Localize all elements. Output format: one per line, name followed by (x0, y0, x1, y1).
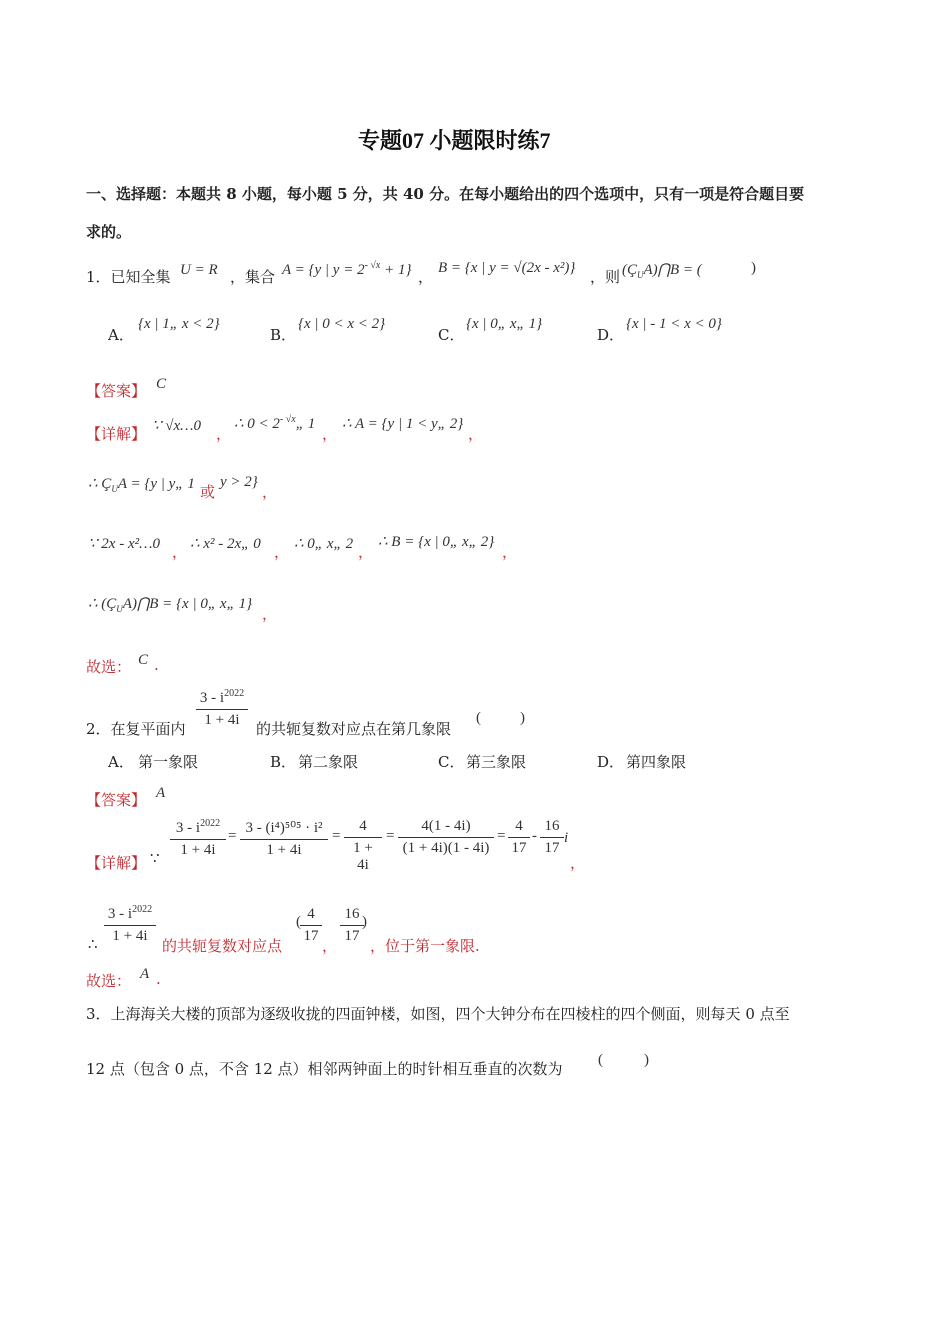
q1-set-a: A = {y | $y = 2^{- √x} + 1$} (282, 260, 412, 278)
q2-stem-paren: ( (476, 710, 481, 726)
q2-option-a-text: 第一象限 (138, 753, 199, 771)
q3-line-2: 12 点（包含 0 点，不含 12 点）相邻两钟面上的时针相互垂直的次数为 (86, 1060, 563, 1078)
q2-concl-fraction: $3 - i^{2022}$ 1 + 4i (104, 904, 156, 945)
q1-target-expression: $(Ç_UA)⋂B$ = ( (622, 262, 702, 280)
q2-option-d-text: 第四象限 (626, 753, 687, 771)
q1-stem-c: ， (418, 268, 434, 286)
q1-answer-value: C (156, 376, 167, 392)
q2-point-y: 16 17 (340, 906, 364, 945)
q2-comma: ， (570, 854, 586, 872)
q1-choose-value: C (138, 652, 149, 668)
q1-choose-label: 故选： (86, 658, 132, 676)
q2-stem-b: 的共轭复数对应点在第几象限 (256, 720, 452, 738)
q2-point-x: 4 17 (300, 906, 322, 945)
q1-answer-label: 【答案】 (86, 382, 147, 400)
q1-comma-3: ， (468, 425, 484, 443)
q1-option-c-text: {x | 0„ x„ 1} (466, 316, 543, 332)
q2-choose-label: 故选： (86, 972, 132, 990)
q2-detail-label: 【详解】 (86, 854, 147, 872)
section-heading-line1: 一、选择题：本题共 8 小题，每小题 5 分，共 40 分。在每小题给出的四个选项中，只有一项是符合题目要 (86, 185, 805, 203)
q1-option-b-letter: B． (270, 326, 297, 344)
q2-answer-label: 【答案】 (86, 791, 147, 809)
q2-frac-1: $3 - i^{2022}$ 1 + 4i (170, 818, 226, 859)
q2-because: ∵ (150, 851, 160, 867)
page-title: 专题07 小题限时练7 (358, 128, 551, 153)
q2-frac-4: 4(1 - 4i) (1 + 4i)(1 - 4i) (398, 818, 494, 857)
q1-choose-period: . (154, 656, 159, 674)
q2-frac-3: 4 1 + 4i (344, 818, 382, 874)
q1-stem-b: ，集合 (230, 268, 276, 286)
q3-paren: ( (598, 1052, 603, 1068)
q1-detail-1b: ∴ $0 < 2^{- √x}„$ 1 (234, 414, 316, 432)
q2-option-c-letter: C． (438, 753, 465, 771)
q1-comma-2: ， (322, 425, 338, 443)
q2-eq-3: = (386, 828, 395, 844)
q2-frac-2: 3 - (i⁴)⁵⁰⁵ · i² 1 + 4i (240, 818, 328, 859)
q2-stem-a: 2．在复平面内 (86, 720, 186, 738)
q2-choose-value: A (140, 966, 150, 982)
q2-eq-2: = (332, 828, 341, 844)
q2-frac-6: 16 17 (540, 818, 564, 857)
q2-point-sep: ， (322, 937, 338, 955)
section-heading-line2: 求的。 (86, 223, 132, 241)
q1-detail-label: 【详解】 (86, 425, 147, 443)
q1-comma-6: ， (274, 543, 290, 561)
q1-stem-close: ) (751, 260, 756, 276)
q2-stem-fraction: $3 - i^{2022}$ 1 + 4i (196, 688, 248, 729)
q1-detail-2c: y > 2} (220, 474, 258, 490)
q2-stem-close: ) (520, 710, 525, 726)
q1-stem-a: 1．已知全集 (86, 268, 171, 286)
q2-option-c-text: 第三象限 (466, 753, 527, 771)
q1-option-a-letter: A． (108, 326, 134, 344)
q1-option-d-letter: D． (597, 326, 625, 344)
q1-option-b-text: {x | 0 < x < 2} (298, 316, 386, 332)
q3-close: ) (644, 1052, 649, 1068)
q2-option-b-text: 第二象限 (298, 753, 359, 771)
q1-detail-3c: ∴ 0„ x„ 2 (294, 536, 354, 552)
q2-choose-period: . (156, 970, 161, 988)
q1-set-b: B = {x | y = √(2x - x²)} (438, 260, 576, 276)
q1-detail-1a: ∵ √x…0 (152, 418, 202, 434)
q1-comma-7: ， (358, 543, 374, 561)
q2-option-b-letter: B． (270, 753, 297, 771)
q1-comma-5: ， (172, 543, 188, 561)
q1-detail-3d: ∴ B = {x | 0„ x„ 2} (378, 534, 495, 550)
q1-detail-4: ∴ $(Ç_UA)⋂B = \{x$ | 0„ x„ 1} (88, 596, 253, 614)
q1-detail-1c: ∴ A = {y | 1 < y„ 2} (342, 416, 464, 432)
q1-option-d-text: {x | - 1 < x < 0} (626, 316, 722, 332)
q2-point-close: ) (362, 914, 367, 930)
q1-option-c-letter: C． (438, 326, 465, 344)
q2-option-a-letter: A． (108, 753, 134, 771)
q1-comma-1: ， (216, 425, 232, 443)
q2-point-open: ( (296, 914, 301, 930)
q1-comma-4: ， (262, 483, 278, 501)
q2-concl-a: 的共轭复数对应点 (162, 937, 283, 955)
q1-universal-set: U = R (180, 262, 218, 278)
q1-detail-3a: ∵ 2x - x²…0 (88, 536, 160, 552)
q2-answer-value: A (156, 785, 166, 801)
q1-comma-8: ， (502, 543, 518, 561)
q1-option-a-text: {x | 1„ x < 2} (138, 316, 220, 332)
q1-comma-9: ， (262, 605, 278, 623)
q2-i: i (564, 830, 569, 846)
q2-eq-1: = (228, 828, 237, 844)
q3-line-1: 3．上海海关大楼的顶部为逐级收拢的四面钟楼，如图，四个大钟分布在四棱柱的四个侧面，则每天 0 点至 (86, 1005, 790, 1023)
q2-minus: - (532, 828, 537, 844)
q1-stem-d: ，则 (590, 268, 621, 286)
q1-detail-2a: ∴ $Ç_UA = \{y$ | y„ 1 (88, 476, 195, 494)
q2-concl-b: ，位于第一象限. (370, 937, 480, 955)
q1-detail-2-or: 或 (200, 483, 216, 501)
q2-eq-4: = (497, 828, 506, 844)
q2-therefore: ∴ (88, 937, 98, 953)
q2-option-d-letter: D． (597, 753, 625, 771)
q2-frac-5: 4 17 (508, 818, 530, 857)
q1-detail-3b: ∴ x² - 2x„ 0 (190, 536, 261, 552)
